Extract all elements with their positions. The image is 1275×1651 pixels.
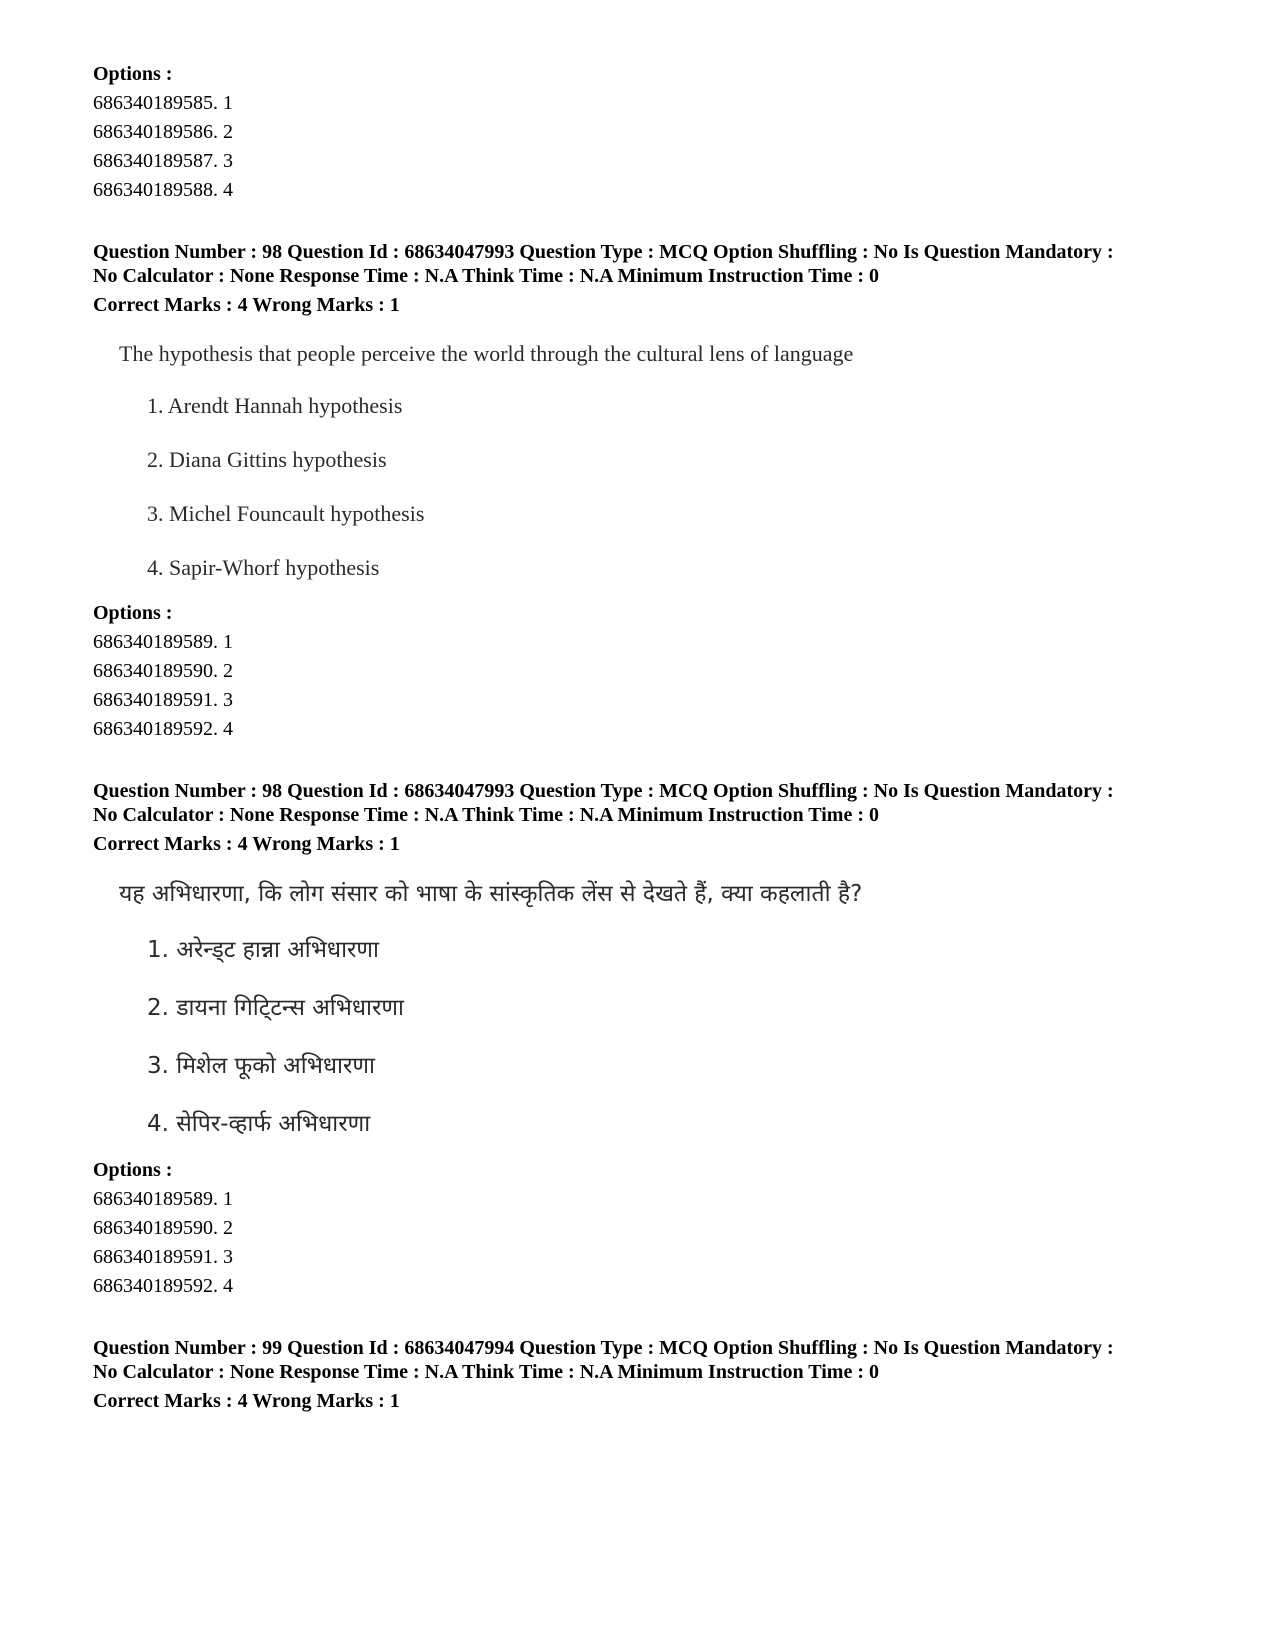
question-meta-line: No Calculator : None Response Time : N.A Think Time : N.A Minimum Instruction Time : 0 [93,265,879,287]
answer-choice: 4. Sapir-Whorf hypothesis [147,555,380,580]
question-meta-line: Question Number : 98 Question Id : 68634047993 Question Type : MCQ Option Shuffling : No Is Question Mandatory : [93,241,1114,263]
question-block [93,1336,1193,1413]
answer-choice: 4. सेपिर-व्हार्फ अभिधारणा [147,1111,371,1137]
question-marks: Correct Marks : 4 Wrong Marks : 1 [93,1390,400,1412]
question-meta [93,1336,1193,1384]
options-heading: Options : [93,602,173,624]
question-image [119,878,1193,1140]
option-line: 686340189590. 2 [93,1217,233,1239]
answer-choice: 3. Michel Founcault hypothesis [147,501,425,526]
option-line: 686340189591. 3 [93,689,233,711]
option-line: 686340189588. 4 [93,179,233,201]
question-stem: The hypothesis that people perceive the world through the cultural lens of language [119,341,854,366]
answer-choice: 3. मिशेल फूको अभिधारणा [147,1053,375,1079]
option-line: 686340189591. 3 [93,1246,233,1268]
question-meta [93,240,1193,288]
document-page [93,60,1193,1413]
question-marks: Correct Marks : 4 Wrong Marks : 1 [93,294,400,316]
option-line: 686340189592. 4 [93,1275,233,1297]
answer-choice: 2. डायना गिटि्टन्स अभिधारणा [147,995,404,1021]
option-line: 686340189587. 3 [93,150,233,172]
question-meta-line: Question Number : 99 Question Id : 68634047994 Question Type : MCQ Option Shuffling : No Is Question Mandatory : [93,1337,1114,1359]
question-stem: यह अभिधारणा, कि लोग संसार को भाषा के सांस्कृतिक लेंस से देखते हैं, क्या कहलाती है? [119,881,863,907]
question-marks: Correct Marks : 4 Wrong Marks : 1 [93,833,400,855]
options-heading: Options : [93,1159,173,1181]
option-line: 686340189590. 2 [93,660,233,682]
answer-choice: 1. अरेन्ड्ट हान्ना अभिधारणा [147,937,380,963]
option-line: 686340189589. 1 [93,1188,233,1210]
option-line: 686340189585. 1 [93,92,233,114]
question-meta-line: Question Number : 98 Question Id : 68634047993 Question Type : MCQ Option Shuffling : No Is Question Mandatory : [93,780,1114,802]
question-meta-line: No Calculator : None Response Time : N.A Think Time : N.A Minimum Instruction Time : 0 [93,804,879,826]
answer-choice: 1. Arendt Hannah hypothesis [147,393,403,418]
option-line: 686340189592. 4 [93,718,233,740]
options-heading: Options : [93,63,173,85]
options-block [93,60,1193,205]
question-block [93,240,1193,744]
answer-choice: 2. Diana Gittins hypothesis [147,447,387,472]
question-block [93,779,1193,1301]
option-line: 686340189589. 1 [93,631,233,653]
question-image [119,339,1193,583]
question-meta [93,779,1193,827]
option-line: 686340189586. 2 [93,121,233,143]
question-meta-line: No Calculator : None Response Time : N.A Think Time : N.A Minimum Instruction Time : 0 [93,1361,879,1383]
